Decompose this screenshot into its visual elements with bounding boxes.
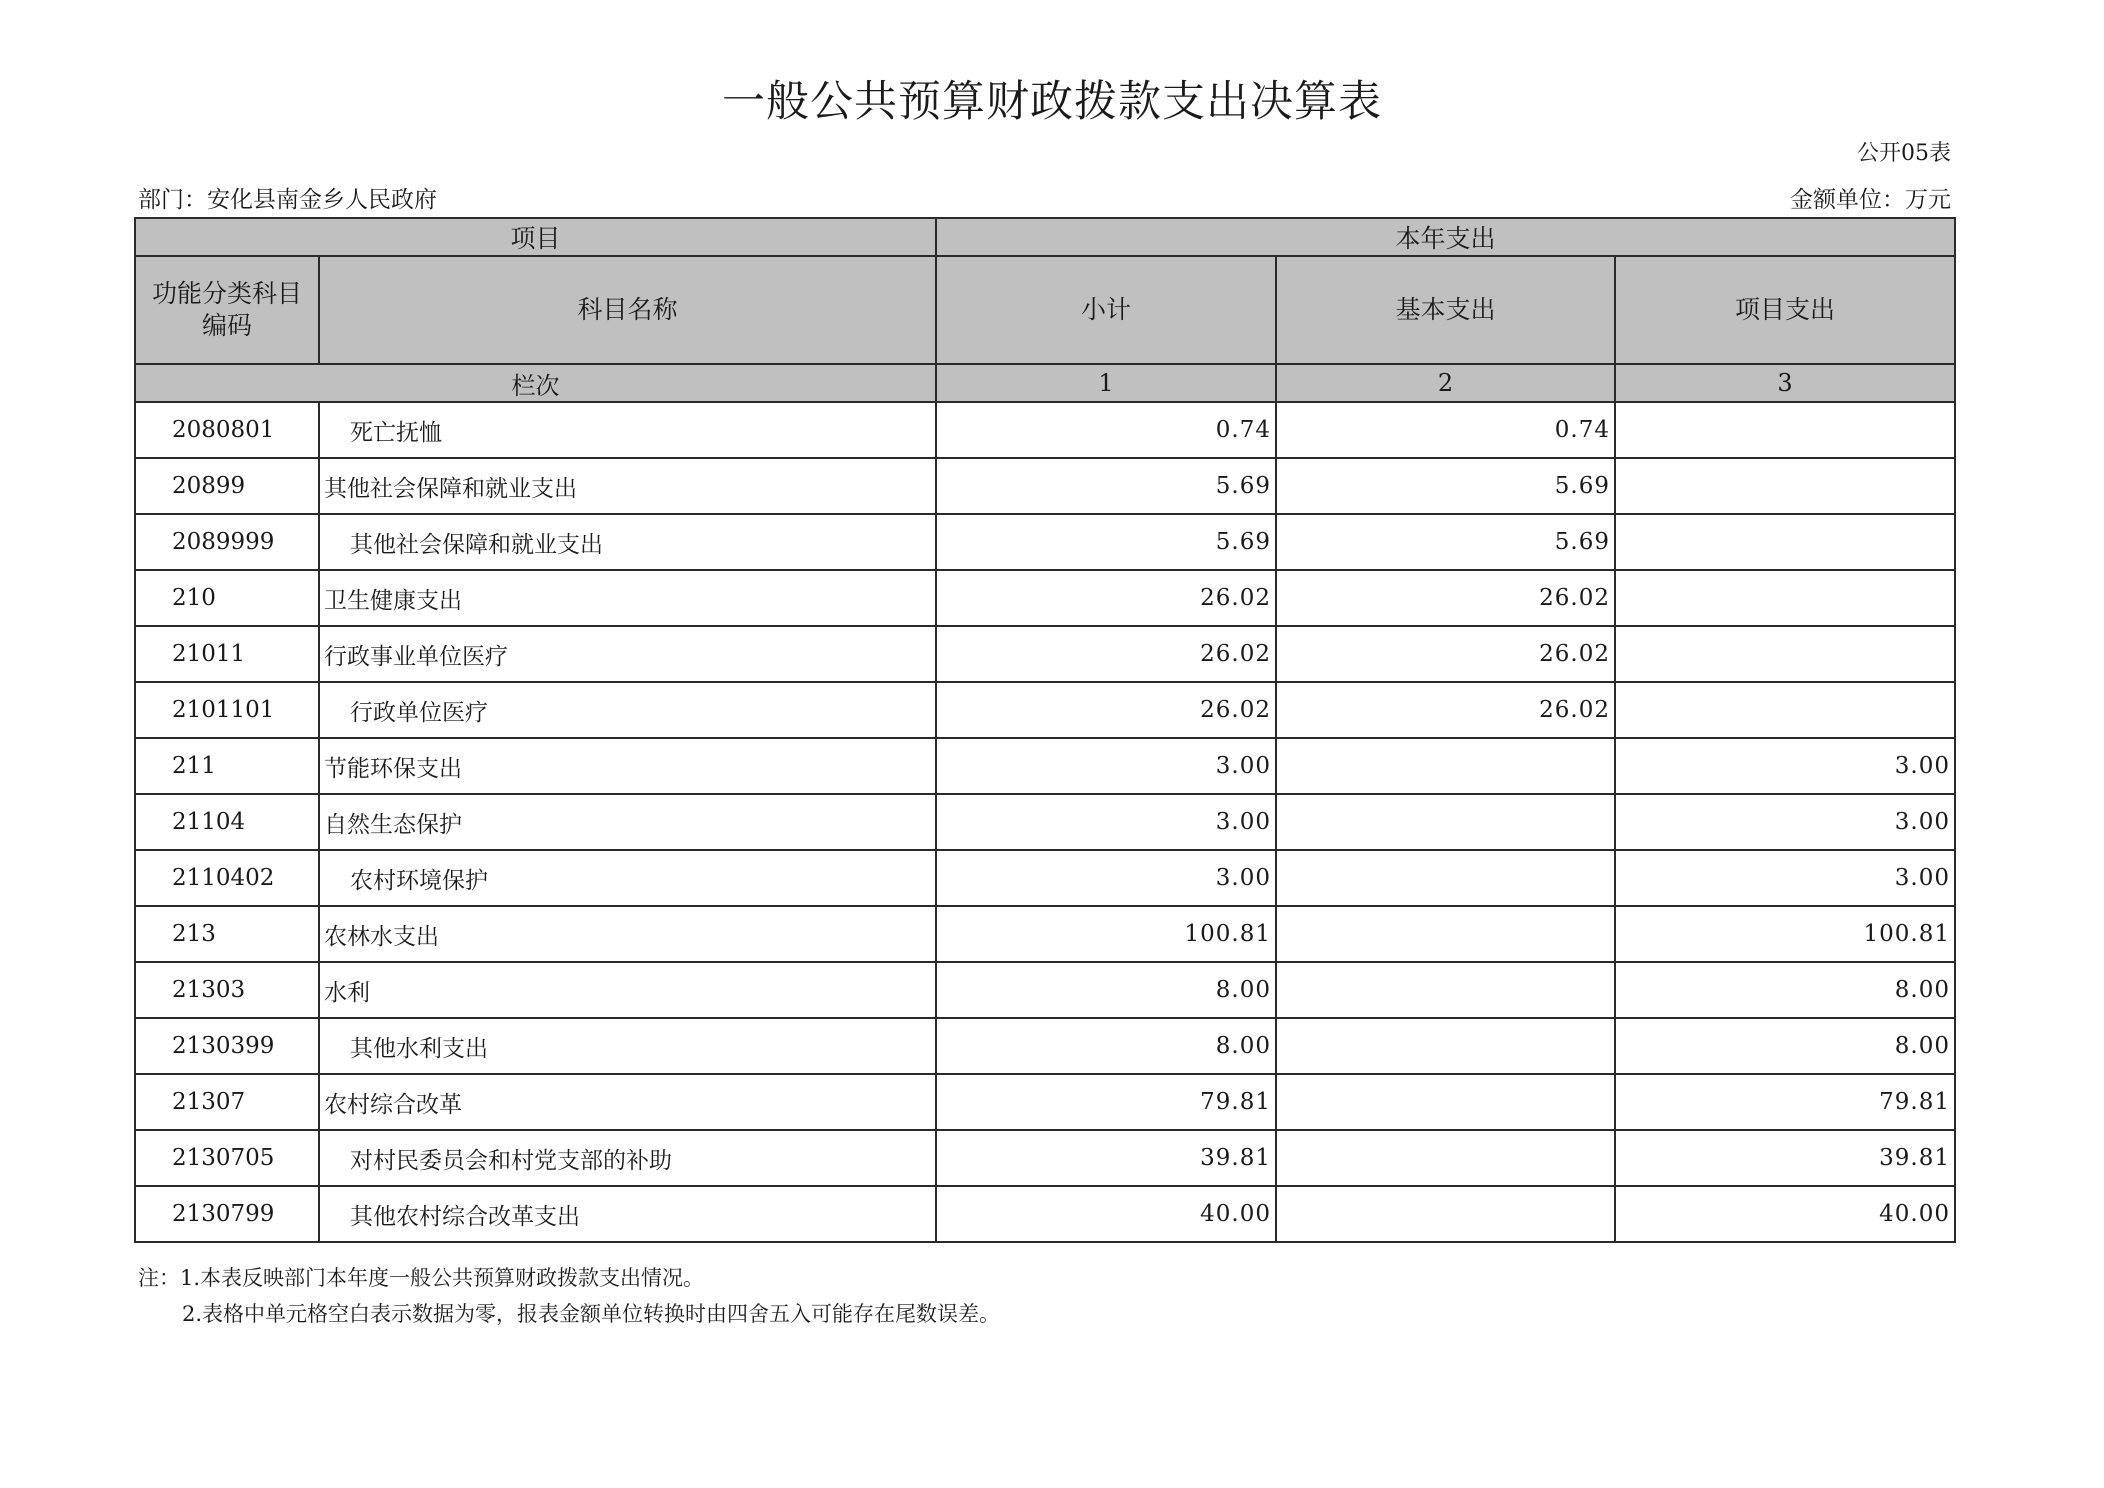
cell-name: 死亡抚恤	[319, 402, 936, 458]
department-label: 部门：安化县南金乡人民政府	[138, 187, 437, 213]
cell-basic: 5.69	[1276, 514, 1615, 570]
table-row	[135, 570, 1955, 626]
cell-project: 40.00	[1615, 1186, 1955, 1242]
cell-name: 对村民委员会和村党支部的补助	[319, 1130, 936, 1186]
cell-name: 卫生健康支出	[319, 570, 936, 626]
cell-code: 21303	[135, 962, 319, 1018]
cell-basic: 5.69	[1276, 458, 1615, 514]
report-title: 一般公共预算财政拨款支出决算表	[722, 77, 1382, 127]
table-row	[135, 850, 1955, 906]
cell-subtotal: 0.74	[936, 402, 1276, 458]
cell-subtotal: 26.02	[936, 682, 1276, 738]
cell-project: 39.81	[1615, 1130, 1955, 1186]
cell-subtotal: 3.00	[936, 794, 1276, 850]
cell-name: 节能环保支出	[319, 738, 936, 794]
table-row	[135, 514, 1955, 570]
footnote-1: 注：1.本表反映部门本年度一般公共预算财政拨款支出情况。	[138, 1266, 705, 1290]
header-seq-1: 1	[936, 364, 1276, 402]
footnote-2: 2.表格中单元格空白表示数据为零，报表金额单位转换时由四舍五入可能存在尾数误差。	[182, 1302, 1001, 1326]
cell-project: 8.00	[1615, 962, 1955, 1018]
cell-subtotal: 8.00	[936, 1018, 1276, 1074]
cell-code: 20899	[135, 458, 319, 514]
cell-project: 3.00	[1615, 738, 1955, 794]
cell-subtotal: 100.81	[936, 906, 1276, 962]
form-number: 公开05表	[1857, 141, 1951, 166]
cell-code: 21307	[135, 1074, 319, 1130]
cell-subtotal: 3.00	[936, 850, 1276, 906]
cell-project	[1615, 458, 1955, 514]
cell-subtotal: 5.69	[936, 514, 1276, 570]
cell-code: 2130399	[135, 1018, 319, 1074]
cell-project: 3.00	[1615, 794, 1955, 850]
table-row	[135, 906, 1955, 962]
cell-basic: 0.74	[1276, 402, 1615, 458]
cell-code: 2130705	[135, 1130, 319, 1186]
cell-name: 自然生态保护	[319, 794, 936, 850]
cell-basic: 26.02	[1276, 682, 1615, 738]
table-row	[135, 738, 1955, 794]
cell-subtotal: 26.02	[936, 570, 1276, 626]
cell-project	[1615, 514, 1955, 570]
footnotes	[138, 1260, 1000, 1332]
cell-project: 3.00	[1615, 850, 1955, 906]
table-row	[135, 1130, 1955, 1186]
cell-name: 水利	[319, 962, 936, 1018]
cell-basic	[1276, 738, 1615, 794]
expenditure-table	[134, 217, 1956, 1243]
cell-name: 农村综合改革	[319, 1074, 936, 1130]
cell-code: 211	[135, 738, 319, 794]
header-project-expense: 项目支出	[1615, 256, 1955, 364]
cell-code: 2130799	[135, 1186, 319, 1242]
table-row	[135, 794, 1955, 850]
cell-subtotal: 3.00	[936, 738, 1276, 794]
cell-code: 213	[135, 906, 319, 962]
cell-name: 其他水利支出	[319, 1018, 936, 1074]
cell-subtotal: 40.00	[936, 1186, 1276, 1242]
cell-project: 100.81	[1615, 906, 1955, 962]
header-basic: 基本支出	[1276, 256, 1615, 364]
table-row	[135, 626, 1955, 682]
cell-name: 其他社会保障和就业支出	[319, 514, 936, 570]
header-row-columns	[135, 256, 1955, 364]
cell-project	[1615, 402, 1955, 458]
header-name: 科目名称	[319, 256, 936, 364]
cell-subtotal: 39.81	[936, 1130, 1276, 1186]
cell-basic	[1276, 850, 1615, 906]
cell-basic	[1276, 794, 1615, 850]
header-row-sequence	[135, 364, 1955, 402]
cell-name: 行政事业单位医疗	[319, 626, 936, 682]
cell-project: 79.81	[1615, 1074, 1955, 1130]
table-row	[135, 1018, 1955, 1074]
table-row	[135, 1186, 1955, 1242]
cell-basic: 26.02	[1276, 626, 1615, 682]
cell-code: 2101101	[135, 682, 319, 738]
cell-subtotal: 5.69	[936, 458, 1276, 514]
header-annual-expense: 本年支出	[936, 218, 1955, 256]
cell-basic	[1276, 1186, 1615, 1242]
cell-code: 21104	[135, 794, 319, 850]
cell-subtotal: 79.81	[936, 1074, 1276, 1130]
cell-name: 农林水支出	[319, 906, 936, 962]
cell-code: 210	[135, 570, 319, 626]
cell-basic	[1276, 962, 1615, 1018]
header-seq-2: 2	[1276, 364, 1615, 402]
cell-name: 其他社会保障和就业支出	[319, 458, 936, 514]
table-row	[135, 682, 1955, 738]
cell-basic	[1276, 906, 1615, 962]
table-row	[135, 962, 1955, 1018]
cell-project	[1615, 570, 1955, 626]
header-row-group	[135, 218, 1955, 256]
cell-code: 21011	[135, 626, 319, 682]
header-column-seq: 栏次	[135, 364, 936, 402]
cell-subtotal: 26.02	[936, 626, 1276, 682]
header-subtotal: 小计	[936, 256, 1276, 364]
cell-name: 其他农村综合改革支出	[319, 1186, 936, 1242]
table-row	[135, 458, 1955, 514]
cell-project	[1615, 682, 1955, 738]
table-row	[135, 1074, 1955, 1130]
cell-basic	[1276, 1130, 1615, 1186]
cell-code: 2080801	[135, 402, 319, 458]
header-project: 项目	[135, 218, 936, 256]
cell-basic	[1276, 1018, 1615, 1074]
cell-project: 8.00	[1615, 1018, 1955, 1074]
amount-unit-label: 金额单位：万元	[1790, 187, 1951, 213]
cell-name: 行政单位医疗	[319, 682, 936, 738]
header-seq-3: 3	[1615, 364, 1955, 402]
cell-basic: 26.02	[1276, 570, 1615, 626]
cell-code: 2110402	[135, 850, 319, 906]
cell-subtotal: 8.00	[936, 962, 1276, 1018]
cell-code: 2089999	[135, 514, 319, 570]
header-code: 功能分类科目编码	[135, 256, 319, 364]
table-row	[135, 402, 1955, 458]
cell-basic	[1276, 1074, 1615, 1130]
cell-project	[1615, 626, 1955, 682]
cell-name: 农村环境保护	[319, 850, 936, 906]
